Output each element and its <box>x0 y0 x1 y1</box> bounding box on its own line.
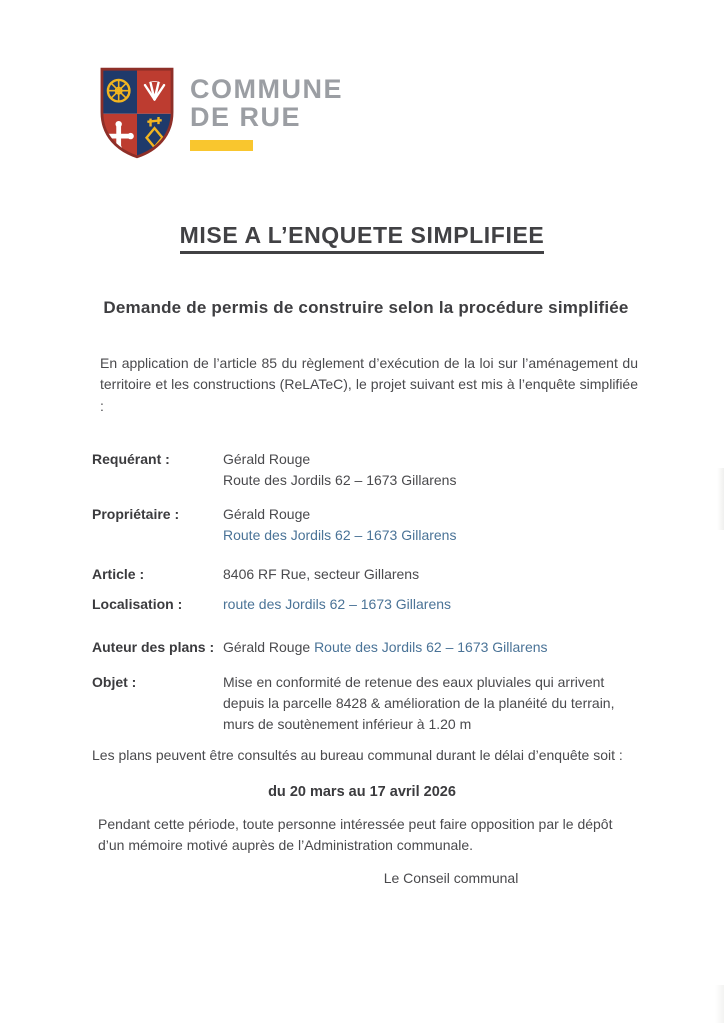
requerant-address: Route des Jordils 62 – 1673 Gillarens <box>223 471 457 488</box>
field-requerant <box>92 449 640 491</box>
localisation-address-link[interactable]: route des Jordils 62 – 1673 Gillarens <box>223 595 452 612</box>
enquiry-period: du 20 mars au 17 avril 2026 <box>268 783 456 800</box>
scan-artifact <box>717 468 724 530</box>
field-localisation <box>92 594 640 615</box>
intro-paragraph: En application de l’article 85 du règlement d’exécution de la loi sur l’aménagement du territoire et les constructions (ReLATeC), le projet suivant est mis à l’enquête simplifiée : <box>100 355 638 414</box>
requerant-name: Gérald Rouge <box>223 450 311 467</box>
field-label: Objet : <box>92 673 137 690</box>
proprietaire-address-link[interactable]: Route des Jordils 62 – 1673 Gillarens <box>223 526 457 543</box>
field-label: Localisation : <box>92 595 183 612</box>
consultation-paragraph: Les plans peuvent être consultés au bureau communal durant le délai d’enquête soit : <box>92 746 623 763</box>
logo-line-2: DE RUE <box>190 102 302 132</box>
opposition-paragraph: Pendant cette période, toute personne intéressée peut faire opposition par le dépôt d’un mémoire motivé auprès de l’Administration communale. <box>98 815 613 853</box>
field-proprietaire <box>92 504 640 546</box>
subtitle: Demande de permis de construire selon la procédure simplifiée <box>103 298 629 317</box>
field-label: Auteur des plans : <box>92 638 215 655</box>
proprietaire-name: Gérald Rouge <box>223 505 311 522</box>
auteur-address-link[interactable]: Route des Jordils 62 – 1673 Gillarens <box>314 638 548 655</box>
objet-value: Mise en conformité de retenue des eaux pluviales qui arrivent depuis la parcelle 8428 & amélioration de la planéité du terrain, murs de soutènement inférieur à 1.20 m <box>223 673 615 732</box>
logo-line-1: COMMUNE <box>190 74 343 104</box>
field-objet <box>92 672 640 735</box>
page-title: MISE A L’ENQUETE SIMPLIFIEE <box>180 222 545 254</box>
auteur-name: Gérald Rouge <box>223 638 311 655</box>
scan-artifact <box>715 985 724 1023</box>
field-label: Article : <box>92 565 145 582</box>
fields-block <box>92 449 640 735</box>
field-article <box>92 564 640 585</box>
field-auteur-des-plans <box>92 637 640 658</box>
article-value: 8406 RF Rue, secteur Gillarens <box>223 565 420 582</box>
field-label: Requérant : <box>92 450 170 467</box>
field-label: Propriétaire : <box>92 505 180 522</box>
signature: Le Conseil communal <box>383 869 519 886</box>
